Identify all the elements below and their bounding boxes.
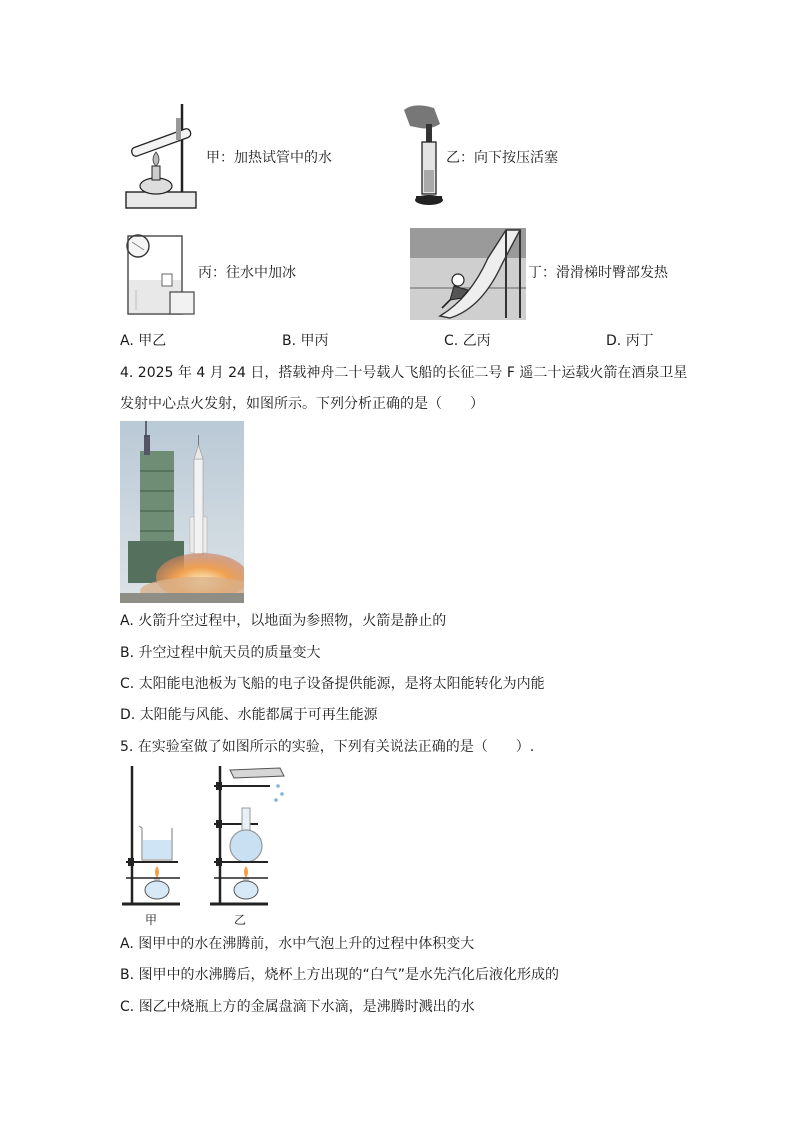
- option-letter: D.: [120, 707, 136, 723]
- option-letter: A.: [120, 613, 134, 629]
- option-letter: B.: [282, 333, 297, 349]
- figure-rocket-launch: [120, 421, 244, 603]
- option-text: 乙丙: [462, 333, 491, 349]
- q5-stem: 5. 在实验室做了如图所示的实验，下列有关说法正确的是（ ）.: [120, 739, 535, 755]
- option-letter: A.: [120, 333, 134, 349]
- caption-jia: 甲：加热试管中的水: [206, 150, 332, 166]
- q4-stem-line1: 4. 2025 年 4 月 24 日，搭载神舟二十号载人飞船的长征二号 F 遥二十运载火箭在酒泉卫星: [120, 365, 688, 381]
- figure-beaker-heating: [118, 762, 184, 908]
- caption-yi: 乙：向下按压活塞: [446, 150, 558, 166]
- option-text: 太阳能电池板为飞船的电子设备提供能源，是将太阳能转化为内能: [138, 676, 545, 692]
- option-letter: C.: [444, 333, 459, 349]
- q3-option-a[interactable]: [120, 331, 166, 351]
- q4-option-b[interactable]: [120, 643, 321, 663]
- q4-option-a[interactable]: [120, 611, 446, 631]
- option-letter: C.: [120, 676, 135, 692]
- figure-sliding: [410, 228, 526, 320]
- figure-adding-ice: [122, 230, 198, 318]
- q4-stem-line2: 发射中心点火发射，如图所示。下列分析正确的是（ ）: [120, 396, 484, 412]
- option-letter: B.: [120, 967, 135, 983]
- figure-flask-metal-plate: [206, 762, 296, 908]
- option-text: 甲乙: [138, 333, 167, 349]
- q3-option-d[interactable]: [606, 331, 654, 351]
- q4-option-c[interactable]: [120, 674, 545, 694]
- option-letter: C.: [120, 999, 135, 1015]
- figure-label-yi: 乙: [234, 913, 247, 927]
- q5-option-a[interactable]: [120, 934, 474, 954]
- caption-bing: 丙：往水中加冰: [198, 265, 296, 281]
- option-text: 太阳能与风能、水能都属于可再生能源: [139, 707, 378, 723]
- option-text: 图甲中的水在沸腾前，水中气泡上升的过程中体积变大: [138, 936, 475, 952]
- q5-option-b[interactable]: [120, 965, 559, 985]
- option-letter: B.: [120, 645, 135, 661]
- option-text: 甲丙: [300, 333, 329, 349]
- option-text: 图甲中的水沸腾后，烧杯上方出现的“白气”是水先汽化后液化形成的: [138, 967, 560, 983]
- option-letter: A.: [120, 936, 134, 952]
- option-text: 丙丁: [625, 333, 654, 349]
- q3-option-b[interactable]: [282, 331, 329, 351]
- q5-option-c[interactable]: [120, 997, 475, 1017]
- q4-option-d[interactable]: [120, 705, 378, 725]
- caption-ding: 丁：滑滑梯时臀部发热: [528, 265, 668, 281]
- option-text: 图乙中烧瓶上方的金属盘滴下水滴，是沸腾时溅出的水: [138, 999, 475, 1015]
- figure-heating-test-tube: [122, 104, 208, 212]
- figure-label-jia: 甲: [145, 913, 158, 927]
- figure-pressing-piston: [400, 104, 450, 212]
- option-text: 升空过程中航天员的质量变大: [138, 645, 321, 661]
- option-letter: D.: [606, 333, 622, 349]
- option-text: 火箭升空过程中，以地面为参照物，火箭是静止的: [138, 613, 447, 629]
- q3-option-c[interactable]: [444, 331, 491, 351]
